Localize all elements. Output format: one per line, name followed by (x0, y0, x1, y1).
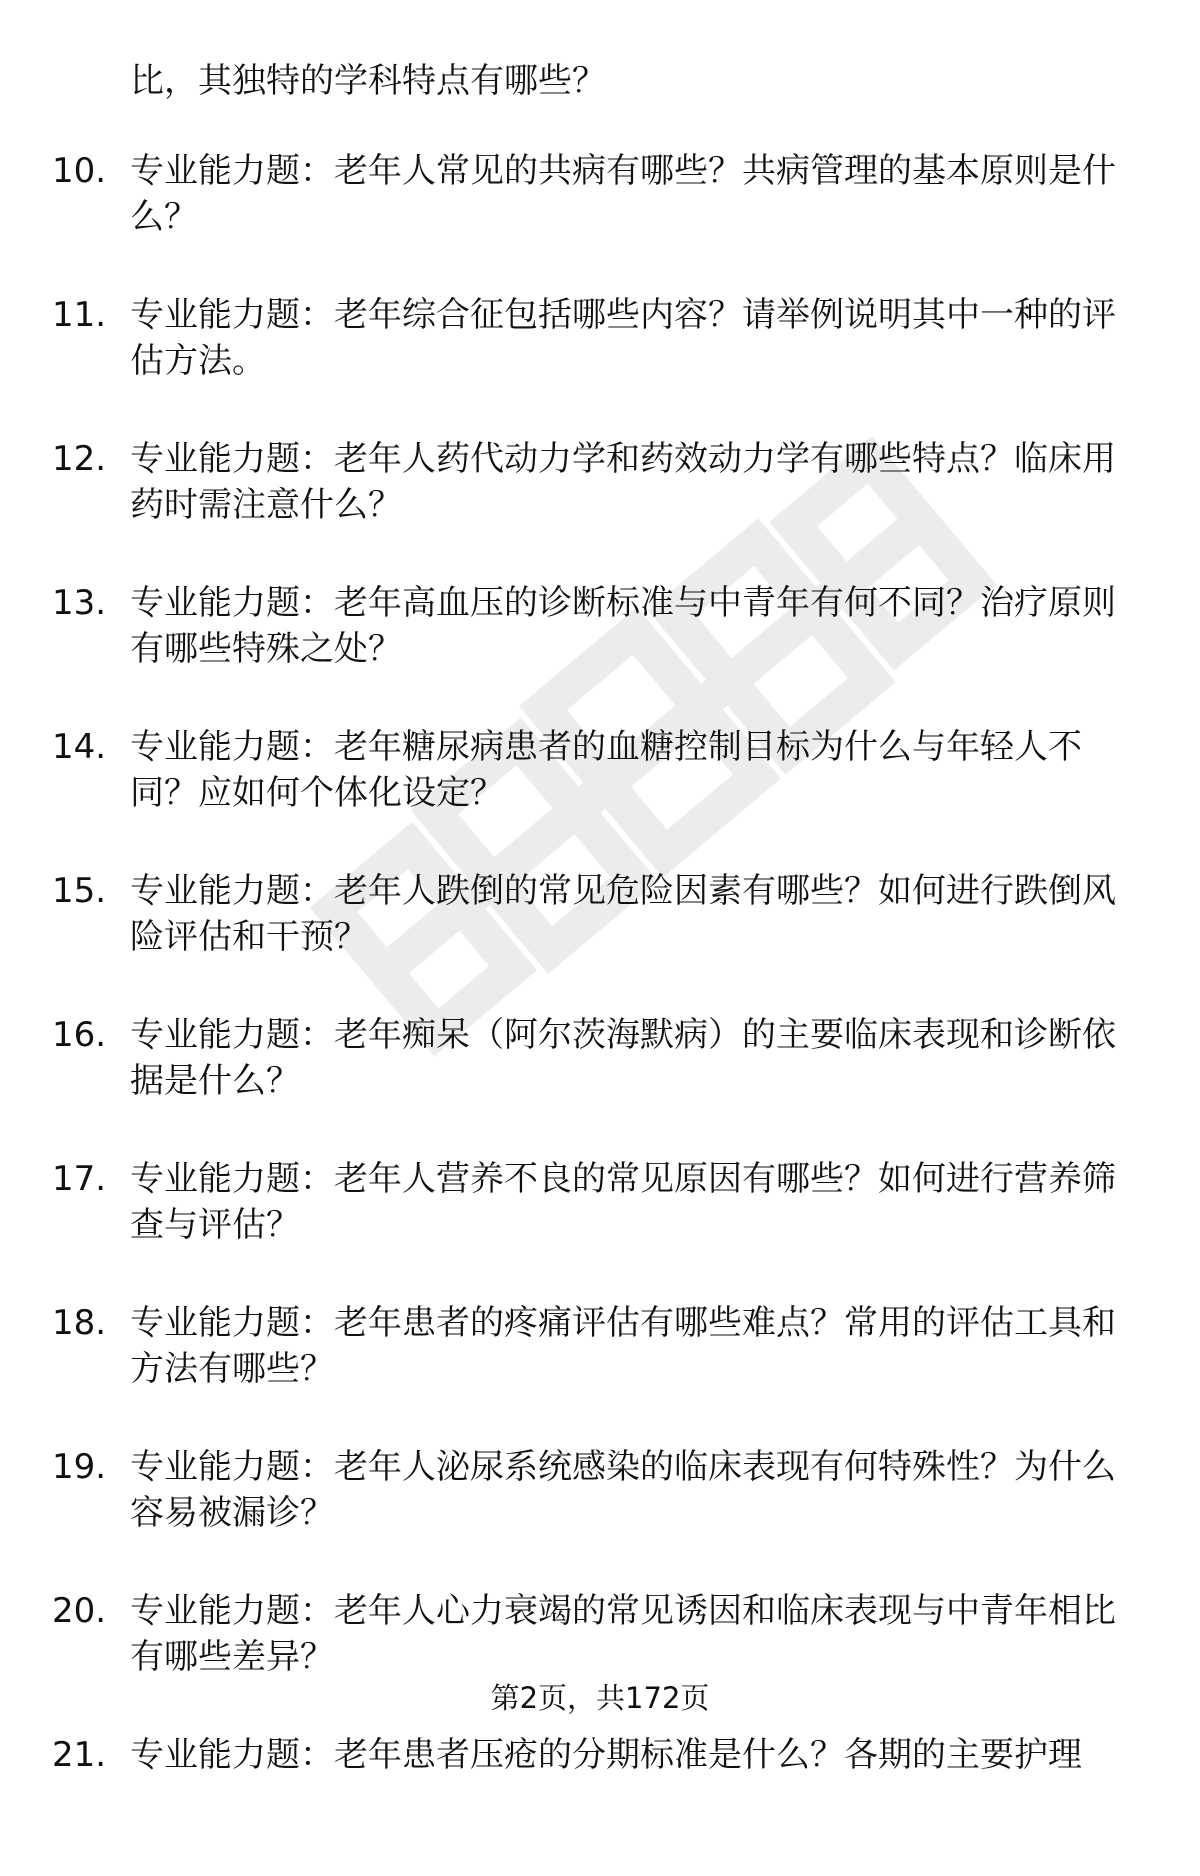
list-item (0, 1012, 1200, 1156)
question-number: 15. (52, 871, 107, 911)
question-text: 专业能力题：老年患者的疼痛评估有哪些难点？常用的评估工具和方法有哪些？ (130, 1303, 1116, 1389)
list-item (0, 148, 1200, 292)
question-text: 专业能力题：老年患者压疮的分期标准是什么？各期的主要护理 (130, 1735, 1082, 1775)
question-number: 20. (52, 1591, 107, 1631)
question-text: 专业能力题：老年人泌尿系统感染的临床表现有何特殊性？为什么容易被漏诊？ (130, 1447, 1116, 1533)
question-text: 专业能力题：老年人心力衰竭的常见诱因和临床表现与中青年相比有哪些差异？ (130, 1591, 1116, 1677)
question-text: 专业能力题：老年痴呆（阿尔茨海默病）的主要临床表现和诊断依据是什么？ (130, 1015, 1116, 1101)
list-item (0, 436, 1200, 580)
list-item (0, 580, 1200, 724)
page-footer: 第2页，共172页 (490, 1681, 710, 1715)
list-item (0, 1300, 1200, 1444)
list-item (0, 1156, 1200, 1300)
question-number: 11. (52, 295, 107, 335)
question-number: 12. (52, 439, 107, 479)
question-number: 19. (52, 1447, 107, 1487)
question-text: 专业能力题：老年人跌倒的常见危险因素有哪些？如何进行跌倒风险评估和干预？ (130, 871, 1116, 957)
list-item (0, 1444, 1200, 1588)
list-item (0, 1732, 1200, 1876)
question-text: 专业能力题：老年综合征包括哪些内容？请举例说明其中一种的评估方法。 (130, 295, 1116, 381)
list-item (0, 724, 1200, 868)
question-number: 17. (52, 1159, 107, 1199)
question-number: 14. (52, 727, 107, 767)
question-text: 专业能力题：老年人常见的共病有哪些？共病管理的基本原则是什么？ (130, 151, 1116, 237)
question-number: 10. (52, 151, 107, 191)
question-number: 21. (52, 1735, 107, 1775)
question-list (0, 148, 1200, 1876)
continuation-text: 比，其独特的学科特点有哪些？ (130, 61, 606, 101)
list-item (0, 868, 1200, 1012)
question-number: 13. (52, 583, 107, 623)
question-number: 16. (52, 1015, 107, 1055)
list-item (0, 292, 1200, 436)
question-text: 专业能力题：老年糖尿病患者的血糖控制目标为什么与年轻人不同？应如何个体化设定？ (130, 727, 1082, 813)
question-text: 专业能力题：老年高血压的诊断标准与中青年有何不同？治疗原则有哪些特殊之处？ (130, 583, 1116, 669)
question-text: 专业能力题：老年人药代动力学和药效动力学有哪些特点？临床用药时需注意什么？ (130, 439, 1116, 525)
question-text: 专业能力题：老年人营养不良的常见原因有哪些？如何进行营养筛查与评估？ (130, 1159, 1116, 1245)
question-number: 18. (52, 1303, 107, 1343)
